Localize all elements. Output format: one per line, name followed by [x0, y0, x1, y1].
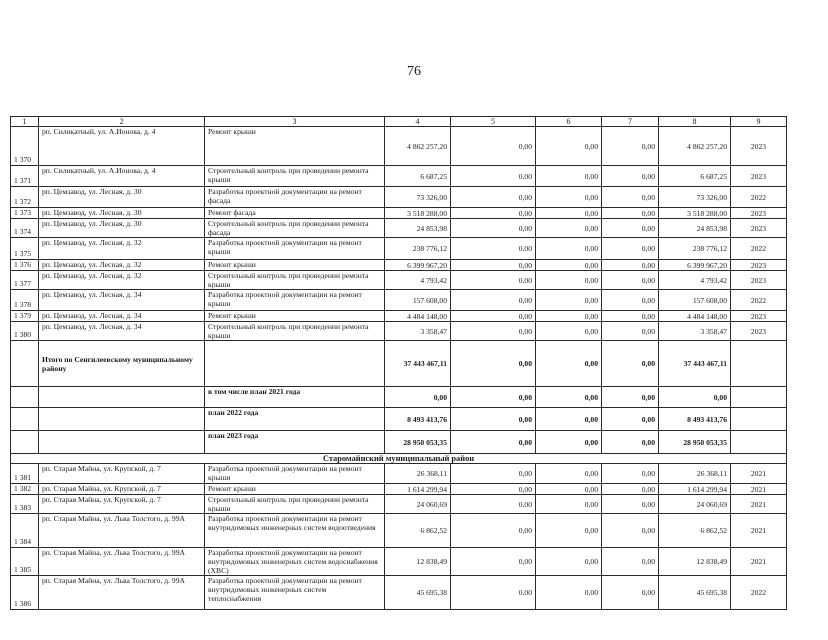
summary-row: [11, 408, 787, 431]
total-cost-cell: 157 608,00: [385, 290, 451, 311]
total-cost-cell: 24 853,98: [385, 219, 451, 238]
year-cell: 2021: [731, 495, 787, 514]
fund-cell: 0,00: [451, 166, 536, 187]
column-number: 4: [385, 117, 451, 127]
row-number: 1 382: [11, 484, 39, 495]
address-cell: [39, 431, 205, 454]
table-row: [11, 495, 787, 514]
address-cell: рп. Старая Майна, ул. Льва Толстого, д. 99А: [39, 514, 205, 548]
column-number: 8: [659, 117, 731, 127]
row-number: 1 372: [11, 187, 39, 208]
other-cell: 0,00: [602, 408, 659, 431]
address-cell: рп. Цемзавод, ул. Лесная, д. 32: [39, 238, 205, 260]
owners-cell: 6 399 967,20: [659, 260, 731, 271]
fund-cell: 0,00: [451, 238, 536, 260]
other-cell: 0,00: [602, 166, 659, 187]
address-cell: рп. Старая Майна, ул. Крупской, д. 7: [39, 464, 205, 484]
budget-cell: 0,00: [536, 311, 602, 322]
work-type-cell: Разработка проектной документации на ремонт внутридомовых инженерных систем водоотведения: [205, 514, 385, 548]
address-cell: рп. Старая Майна, ул. Крупской, д. 7: [39, 495, 205, 514]
column-number: 5: [451, 117, 536, 127]
year-cell: 2023: [731, 322, 787, 341]
owners-cell: 24 060,69: [659, 495, 731, 514]
table-row: [11, 290, 787, 311]
budget-cell: 0,00: [536, 514, 602, 548]
row-number: 1 376: [11, 260, 39, 271]
year-cell: [731, 408, 787, 431]
budget-cell: 0,00: [536, 166, 602, 187]
total-cost-cell: 26 368,11: [385, 464, 451, 484]
year-cell: 2022: [731, 238, 787, 260]
row-number: 1 373: [11, 208, 39, 219]
work-type-cell: Строительный контроль при проведении ремонта фасада: [205, 219, 385, 238]
total-cost-cell: 6 862,52: [385, 514, 451, 548]
work-type-cell: Ремонт крыши: [205, 260, 385, 271]
other-cell: 0,00: [602, 238, 659, 260]
budget-cell: 0,00: [536, 219, 602, 238]
row-number: [11, 431, 39, 454]
other-cell: 0,00: [602, 464, 659, 484]
work-type-cell: Разработка проектной документации на ремонт крыши: [205, 464, 385, 484]
other-cell: 0,00: [602, 311, 659, 322]
year-cell: [731, 431, 787, 454]
fund-cell: 0,00: [451, 576, 536, 610]
column-number: 7: [602, 117, 659, 127]
total-cost-cell: 4 793,42: [385, 271, 451, 290]
address-cell: рп. Старая Майна, ул. Льва Толстого, д. 99А: [39, 576, 205, 610]
budget-cell: 0,00: [536, 290, 602, 311]
total-cost-cell: 8 493 413,76: [385, 408, 451, 431]
other-cell: 0,00: [602, 260, 659, 271]
owners-cell: 3 358,47: [659, 322, 731, 341]
total-cost-cell: 1 614 299,94: [385, 484, 451, 495]
fund-cell: 0,00: [451, 484, 536, 495]
year-cell: 2021: [731, 514, 787, 548]
work-type-cell: Разработка проектной документации на ремонт крыши: [205, 290, 385, 311]
other-cell: 0,00: [602, 431, 659, 454]
owners-cell: 26 368,11: [659, 464, 731, 484]
year-cell: 2023: [731, 311, 787, 322]
owners-cell: 12 838,49: [659, 548, 731, 576]
fund-cell: 0,00: [451, 311, 536, 322]
fund-cell: 0,00: [451, 514, 536, 548]
budget-cell: 0,00: [536, 495, 602, 514]
column-number: 2: [39, 117, 205, 127]
budget-cell: 0,00: [536, 408, 602, 431]
other-cell: 0,00: [602, 548, 659, 576]
fund-cell: 0,00: [451, 464, 536, 484]
address-cell: рп. Цемзавод, ул. Лесная, д. 34: [39, 290, 205, 311]
row-number: 1 374: [11, 219, 39, 238]
work-type-cell: [205, 341, 385, 387]
year-cell: 2022: [731, 290, 787, 311]
year-cell: [731, 387, 787, 408]
column-number: 6: [536, 117, 602, 127]
year-cell: 2022: [731, 576, 787, 610]
row-number: 1 386: [11, 576, 39, 610]
row-number: 1 377: [11, 271, 39, 290]
other-cell: 0,00: [602, 208, 659, 219]
other-cell: 0,00: [602, 322, 659, 341]
budget-cell: 0,00: [536, 576, 602, 610]
work-type-cell: Строительный контроль при проведении ремонта крыши: [205, 271, 385, 290]
budget-cell: 0,00: [536, 464, 602, 484]
other-cell: 0,00: [602, 387, 659, 408]
total-cost-cell: 0,00: [385, 387, 451, 408]
work-type-cell: в том числе план 2021 года: [205, 387, 385, 408]
total-cost-cell: 4 862 257,20: [385, 127, 451, 166]
owners-cell: 1 614 299,94: [659, 484, 731, 495]
table-body: [11, 117, 787, 610]
year-cell: 2023: [731, 271, 787, 290]
fund-cell: 0,00: [451, 260, 536, 271]
other-cell: 0,00: [602, 484, 659, 495]
table-row: [11, 187, 787, 208]
total-cost-cell: 12 838,49: [385, 548, 451, 576]
table-row: [11, 464, 787, 484]
address-cell: рп. Силикатный, ул. А.Ионова, д. 4: [39, 166, 205, 187]
year-cell: 2023: [731, 208, 787, 219]
total-cost-cell: 4 484 148,00: [385, 311, 451, 322]
summary-row: [11, 341, 787, 387]
budget-cell: 0,00: [536, 484, 602, 495]
work-type-cell: Ремонт крыши: [205, 311, 385, 322]
row-number: [11, 408, 39, 431]
year-cell: 2022: [731, 187, 787, 208]
work-type-cell: Строительный контроль при проведении ремонта крыши: [205, 495, 385, 514]
owners-cell: 4 484 148,00: [659, 311, 731, 322]
fund-cell: 0,00: [451, 290, 536, 311]
row-number: [11, 341, 39, 387]
section-row: [11, 454, 787, 464]
total-cost-cell: 6 687,25: [385, 166, 451, 187]
fund-cell: 0,00: [451, 431, 536, 454]
address-cell: [39, 387, 205, 408]
table-row: [11, 311, 787, 322]
column-number-row: [11, 117, 787, 127]
row-number: 1 378: [11, 290, 39, 311]
table-row: [11, 484, 787, 495]
column-number: 1: [11, 117, 39, 127]
work-type-cell: Ремонт крыши: [205, 484, 385, 495]
address-cell: рп. Цемзавод, ул. Лесная, д. 34: [39, 322, 205, 341]
fund-cell: 0,00: [451, 127, 536, 166]
work-type-cell: план 2023 года: [205, 431, 385, 454]
owners-cell: 37 443 467,11: [659, 341, 731, 387]
address-cell: рп. Цемзавод, ул. Лесная, д. 32: [39, 271, 205, 290]
work-type-cell: Ремонт крыши: [205, 127, 385, 166]
year-cell: 2023: [731, 127, 787, 166]
fund-cell: 0,00: [451, 187, 536, 208]
budget-cell: 0,00: [536, 322, 602, 341]
address-cell: рп. Цемзавод, ул. Лесная, д. 34: [39, 311, 205, 322]
summary-row: [11, 431, 787, 454]
total-cost-cell: 6 399 967,20: [385, 260, 451, 271]
capital-repair-table: [10, 116, 787, 610]
other-cell: 0,00: [602, 576, 659, 610]
work-type-cell: Разработка проектной документации на ремонт внутридомовых инженерных систем теплоснабжения: [205, 576, 385, 610]
table-row: [11, 576, 787, 610]
row-number: 1 383: [11, 495, 39, 514]
owners-cell: 3 518 288,00: [659, 208, 731, 219]
owners-cell: 73 326,00: [659, 187, 731, 208]
total-cost-cell: 37 443 467,11: [385, 341, 451, 387]
fund-cell: 0,00: [451, 208, 536, 219]
work-type-cell: Строительный контроль при проведении ремонта крыши: [205, 322, 385, 341]
owners-cell: 4 793,42: [659, 271, 731, 290]
table-row: [11, 208, 787, 219]
row-number: 1 370: [11, 127, 39, 166]
budget-cell: 0,00: [536, 341, 602, 387]
table-row: [11, 238, 787, 260]
work-type-cell: Ремонт фасада: [205, 208, 385, 219]
column-number: 3: [205, 117, 385, 127]
year-cell: 2023: [731, 260, 787, 271]
address-cell: рп. Цемзавод, ул. Лесная, д. 32: [39, 260, 205, 271]
owners-cell: 6 862,52: [659, 514, 731, 548]
owners-cell: 157 608,00: [659, 290, 731, 311]
year-cell: 2023: [731, 166, 787, 187]
summary-row: [11, 387, 787, 408]
year-cell: 2023: [731, 219, 787, 238]
address-cell: рп. Цемзавод, ул. Лесная, д. 30: [39, 219, 205, 238]
fund-cell: 0,00: [451, 271, 536, 290]
row-number: 1 371: [11, 166, 39, 187]
other-cell: 0,00: [602, 271, 659, 290]
total-cost-cell: 3 518 288,00: [385, 208, 451, 219]
row-number: 1 384: [11, 514, 39, 548]
budget-cell: 0,00: [536, 431, 602, 454]
section-title: Старомайнский муниципальный район: [11, 454, 787, 464]
total-cost-cell: 238 776,12: [385, 238, 451, 260]
year-cell: 2021: [731, 484, 787, 495]
total-cost-cell: 28 950 053,35: [385, 431, 451, 454]
budget-cell: 0,00: [536, 187, 602, 208]
total-cost-cell: 73 326,00: [385, 187, 451, 208]
address-cell: рп. Цемзавод, ул. Лесная, д. 30: [39, 187, 205, 208]
table-row: [11, 271, 787, 290]
work-type-cell: Разработка проектной документации на ремонт крыши: [205, 238, 385, 260]
table-row: [11, 127, 787, 166]
owners-cell: 8 493 413,76: [659, 408, 731, 431]
owners-cell: 238 776,12: [659, 238, 731, 260]
owners-cell: 45 695,38: [659, 576, 731, 610]
year-cell: 2021: [731, 464, 787, 484]
row-number: 1 381: [11, 464, 39, 484]
owners-cell: 24 853,98: [659, 219, 731, 238]
fund-cell: 0,00: [451, 495, 536, 514]
address-cell: [39, 408, 205, 431]
budget-cell: 0,00: [536, 548, 602, 576]
owners-cell: 4 862 257,20: [659, 127, 731, 166]
owners-cell: 28 950 053,35: [659, 431, 731, 454]
fund-cell: 0,00: [451, 322, 536, 341]
fund-cell: 0,00: [451, 408, 536, 431]
page-number: 76: [407, 64, 421, 79]
table-row: [11, 166, 787, 187]
owners-cell: 6 687,25: [659, 166, 731, 187]
other-cell: 0,00: [602, 187, 659, 208]
work-type-cell: план 2022 года: [205, 408, 385, 431]
fund-cell: 0,00: [451, 548, 536, 576]
row-number: 1 375: [11, 238, 39, 260]
address-cell: рп. Цемзавод, ул. Лесная, д. 30: [39, 208, 205, 219]
total-cost-cell: 3 358,47: [385, 322, 451, 341]
address-cell: рп. Старая Майна, ул. Льва Толстого, д. 99А: [39, 548, 205, 576]
budget-cell: 0,00: [536, 271, 602, 290]
other-cell: 0,00: [602, 219, 659, 238]
table-row: [11, 322, 787, 341]
address-cell: рп. Старая Майна, ул. Крупской, д. 7: [39, 484, 205, 495]
other-cell: 0,00: [602, 290, 659, 311]
year-cell: 2021: [731, 548, 787, 576]
table-row: [11, 548, 787, 576]
fund-cell: 0,00: [451, 387, 536, 408]
column-number: 9: [731, 117, 787, 127]
table-row: [11, 219, 787, 238]
table-row: [11, 514, 787, 548]
row-number: 1 379: [11, 311, 39, 322]
row-number: 1 380: [11, 322, 39, 341]
row-number: [11, 387, 39, 408]
fund-cell: 0,00: [451, 219, 536, 238]
row-number: 1 385: [11, 548, 39, 576]
address-cell: рп. Силикатный, ул. А.Ионова, д. 4: [39, 127, 205, 166]
budget-cell: 0,00: [536, 387, 602, 408]
total-cost-cell: 45 695,38: [385, 576, 451, 610]
other-cell: 0,00: [602, 514, 659, 548]
budget-cell: 0,00: [536, 208, 602, 219]
other-cell: 0,00: [602, 495, 659, 514]
budget-cell: 0,00: [536, 238, 602, 260]
total-cost-cell: 24 060,69: [385, 495, 451, 514]
other-cell: 0,00: [602, 341, 659, 387]
fund-cell: 0,00: [451, 341, 536, 387]
work-type-cell: Разработка проектной документации на ремонт фасада: [205, 187, 385, 208]
address-cell: Итого по Сенгилеевскому муниципальному району: [39, 341, 205, 387]
work-type-cell: Разработка проектной документации на ремонт внутридомовых инженерных систем водоснабжения (ХВС): [205, 548, 385, 576]
budget-cell: 0,00: [536, 260, 602, 271]
work-type-cell: Строительный контроль при проведении ремонта крыши: [205, 166, 385, 187]
other-cell: 0,00: [602, 127, 659, 166]
budget-cell: 0,00: [536, 127, 602, 166]
owners-cell: 0,00: [659, 387, 731, 408]
year-cell: [731, 341, 787, 387]
table-row: [11, 260, 787, 271]
